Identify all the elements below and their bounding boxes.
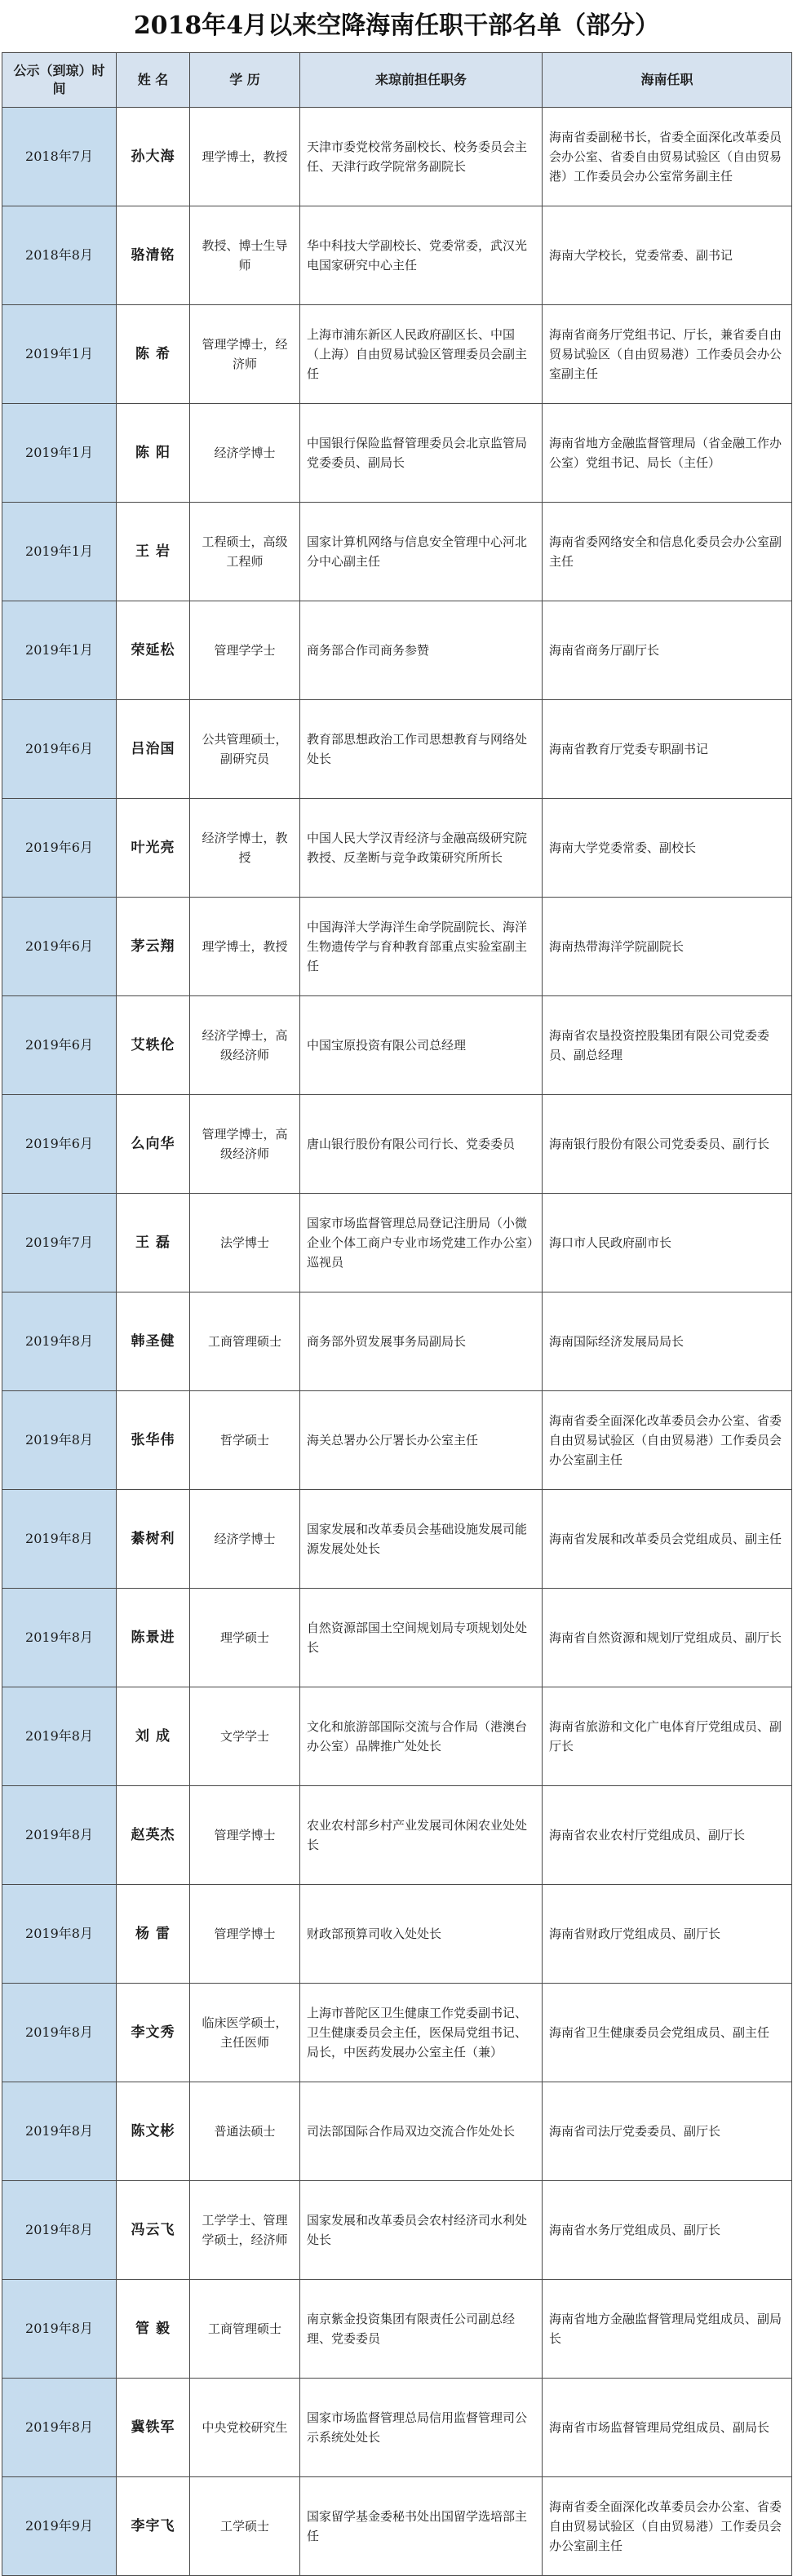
row-previous-post: 商务部合作司商务参赞	[300, 601, 543, 700]
row-date: 2019年9月	[2, 2477, 117, 2576]
row-previous-post: 中国海洋大学海洋生命学院副院长、海洋生物遗传学与育种教育部重点实验室副主任	[300, 898, 543, 996]
table-row	[2, 898, 792, 996]
row-date: 2019年8月	[2, 2181, 117, 2280]
table-row	[2, 700, 792, 799]
row-education: 理学博士，教授	[190, 108, 300, 206]
row-date: 2019年8月	[2, 1589, 117, 1687]
row-date: 2019年8月	[2, 1687, 117, 1786]
row-education: 工商管理硕士	[190, 1292, 300, 1391]
row-previous-post: 中国宝原投资有限公司总经理	[300, 996, 543, 1095]
table-row	[2, 2477, 792, 2576]
header-date: 公示（到琼）时 间	[2, 53, 117, 108]
table-row	[2, 305, 792, 404]
row-hainan-post: 海南省委全面深化改革委员会办公室、省委自由贸易试验区（自由贸易港）工作委员会办公室副主任	[543, 1391, 792, 1490]
row-education: 理学博士，教授	[190, 898, 300, 996]
row-hainan-post: 海南大学校长，党委常委、副书记	[543, 206, 792, 305]
row-name: 李宇飞	[117, 2477, 190, 2576]
row-date: 2018年7月	[2, 108, 117, 206]
row-name: 陈文彬	[117, 2082, 190, 2181]
table-row	[2, 1885, 792, 1984]
header-name: 姓 名	[117, 53, 190, 108]
row-date: 2019年1月	[2, 601, 117, 700]
row-name: 冀铁军	[117, 2379, 190, 2477]
row-date: 2019年8月	[2, 2379, 117, 2477]
header-previous-post: 来琼前担任职务	[300, 53, 543, 108]
row-education: 工学学士、管理学硕士，经济师	[190, 2181, 300, 2280]
row-education: 管理学博士，高级经济师	[190, 1095, 300, 1194]
table-row	[2, 404, 792, 503]
row-education: 工商管理硕士	[190, 2280, 300, 2379]
row-name: 冯云飞	[117, 2181, 190, 2280]
row-education: 工程硕士，高级工程师	[190, 503, 300, 601]
table-row	[2, 2280, 792, 2379]
row-date: 2019年6月	[2, 996, 117, 1095]
row-hainan-post: 海南省商务厅党组书记、厅长，兼省委自由贸易试验区（自由贸易港）工作委员会办公室副主任	[543, 305, 792, 404]
table-row	[2, 601, 792, 700]
row-hainan-post: 海南省市场监督管理局党组成员、副局长	[543, 2379, 792, 2477]
row-date: 2019年1月	[2, 503, 117, 601]
row-previous-post: 教育部思想政治工作司思想教育与网络处处长	[300, 700, 543, 799]
row-education: 经济学博士	[190, 404, 300, 503]
table-row	[2, 2082, 792, 2181]
table-row	[2, 1292, 792, 1391]
row-hainan-post: 海南省教育厅党委专职副书记	[543, 700, 792, 799]
row-hainan-post: 海南省卫生健康委员会党组成员、副主任	[543, 1984, 792, 2082]
row-previous-post: 财政部预算司收入处处长	[300, 1885, 543, 1984]
row-date: 2019年6月	[2, 799, 117, 898]
row-name: 管 毅	[117, 2280, 190, 2379]
table-row	[2, 1490, 792, 1589]
header-hainan-post: 海南任职	[543, 53, 792, 108]
row-education: 中央党校研究生	[190, 2379, 300, 2477]
row-education: 管理学博士	[190, 1786, 300, 1885]
row-previous-post: 国家发展和改革委员会农村经济司水利处处长	[300, 2181, 543, 2280]
row-previous-post: 唐山银行股份有限公司行长、党委委员	[300, 1095, 543, 1194]
row-education: 管理学博士	[190, 1885, 300, 1984]
row-education: 教授、博士生导师	[190, 206, 300, 305]
row-date: 2018年8月	[2, 206, 117, 305]
row-date: 2019年6月	[2, 1095, 117, 1194]
row-name: 刘 成	[117, 1687, 190, 1786]
row-date: 2019年1月	[2, 305, 117, 404]
document-title: 2018年4月以来空降海南任职干部名单（部分）	[133, 11, 660, 40]
row-previous-post: 农业农村部乡村产业发展司休闲农业处处长	[300, 1786, 543, 1885]
table-row	[2, 1786, 792, 1885]
table-row	[2, 799, 792, 898]
row-date: 2019年8月	[2, 2082, 117, 2181]
row-name: 艾轶伦	[117, 996, 190, 1095]
table-row	[2, 503, 792, 601]
row-education: 经济学博士	[190, 1490, 300, 1589]
row-previous-post: 国家发展和改革委员会基础设施发展司能源发展处处长	[300, 1490, 543, 1589]
row-hainan-post: 海南省财政厅党组成员、副厅长	[543, 1885, 792, 1984]
row-previous-post: 司法部国际合作局双边交流合作处处长	[300, 2082, 543, 2181]
row-education: 文学学士	[190, 1687, 300, 1786]
row-hainan-post: 海南省委副秘书长，省委全面深化改革委员会办公室、省委自由贸易试验区（自由贸易港）工作委员会办公室常务副主任	[543, 108, 792, 206]
row-name: 王 磊	[117, 1194, 190, 1292]
table-header-row	[2, 53, 792, 108]
row-name: 骆清铭	[117, 206, 190, 305]
row-previous-post: 天津市委党校常务副校长、校务委员会主任、天津行政学院常务副院长	[300, 108, 543, 206]
row-previous-post: 文化和旅游部国际交流与合作局（港澳台办公室）品牌推广处处长	[300, 1687, 543, 1786]
row-hainan-post: 海南省地方金融监督管理局（省金融工作办公室）党组书记、局长（主任）	[543, 404, 792, 503]
row-date: 2019年8月	[2, 1786, 117, 1885]
row-hainan-post: 海南省水务厅党组成员、副厅长	[543, 2181, 792, 2280]
row-education: 工学硕士	[190, 2477, 300, 2576]
row-date: 2019年1月	[2, 404, 117, 503]
row-education: 经济学博士，高级经济师	[190, 996, 300, 1095]
row-date: 2019年8月	[2, 1391, 117, 1490]
row-hainan-post: 海南省司法厅党委委员、副厅长	[543, 2082, 792, 2181]
table-row	[2, 1095, 792, 1194]
row-education: 哲学硕士	[190, 1391, 300, 1490]
row-name: 陈 希	[117, 305, 190, 404]
row-education: 临床医学硕士，主任医师	[190, 1984, 300, 2082]
row-name: 陈 阳	[117, 404, 190, 503]
row-name: 杨 雷	[117, 1885, 190, 1984]
row-date: 2019年8月	[2, 2280, 117, 2379]
row-education: 管理学博士，经济师	[190, 305, 300, 404]
row-education: 管理学学士	[190, 601, 300, 700]
row-previous-post: 南京紫金投资集团有限责任公司副总经理、党委委员	[300, 2280, 543, 2379]
row-previous-post: 中国银行保险监督管理委员会北京监管局党委委员、副局长	[300, 404, 543, 503]
table-row	[2, 1391, 792, 1490]
row-date: 2019年8月	[2, 1490, 117, 1589]
header-education: 学 历	[190, 53, 300, 108]
table-row	[2, 1687, 792, 1786]
table-row	[2, 1984, 792, 2082]
row-education: 普通法硕士	[190, 2082, 300, 2181]
row-hainan-post: 海南省旅游和文化广电体育厅党组成员、副厅长	[543, 1687, 792, 1786]
row-name: 陈景进	[117, 1589, 190, 1687]
row-previous-post: 上海市普陀区卫生健康工作党委副书记、卫生健康委员会主任，医保局党组书记、局长，中医药发展办公室主任（兼）	[300, 1984, 543, 2082]
row-hainan-post: 海南大学党委常委、副校长	[543, 799, 792, 898]
row-hainan-post: 海南省发展和改革委员会党组成员、副主任	[543, 1490, 792, 1589]
row-previous-post: 国家市场监督管理总局信用监督管理司公示系统处处长	[300, 2379, 543, 2477]
row-name: 荣延松	[117, 601, 190, 700]
row-name: 吕治国	[117, 700, 190, 799]
table-row	[2, 2379, 792, 2477]
table-row	[2, 206, 792, 305]
row-name: 王 岩	[117, 503, 190, 601]
table-row	[2, 2181, 792, 2280]
row-previous-post: 海关总署办公厅署长办公室主任	[300, 1391, 543, 1490]
row-date: 2019年6月	[2, 898, 117, 996]
row-hainan-post: 海南省委全面深化改革委员会办公室、省委自由贸易试验区（自由贸易港）工作委员会办公室副主任	[543, 2477, 792, 2576]
row-previous-post: 中国人民大学汉青经济与金融高级研究院教授、反垄断与竞争政策研究所所长	[300, 799, 543, 898]
row-previous-post: 商务部外贸发展事务局副局长	[300, 1292, 543, 1391]
row-education: 理学硕士	[190, 1589, 300, 1687]
row-name: 么向华	[117, 1095, 190, 1194]
row-name: 綦树利	[117, 1490, 190, 1589]
row-hainan-post: 海南国际经济发展局局长	[543, 1292, 792, 1391]
row-hainan-post: 海南银行股份有限公司党委委员、副行长	[543, 1095, 792, 1194]
row-date: 2019年8月	[2, 1984, 117, 2082]
row-previous-post: 自然资源部国土空间规划局专项规划处处长	[300, 1589, 543, 1687]
row-name: 叶光亮	[117, 799, 190, 898]
row-hainan-post: 海南热带海洋学院副院长	[543, 898, 792, 996]
row-hainan-post: 海口市人民政府副市长	[543, 1194, 792, 1292]
row-name: 张华伟	[117, 1391, 190, 1490]
row-previous-post: 华中科技大学副校长、党委常委，武汉光电国家研究中心主任	[300, 206, 543, 305]
row-name: 赵英杰	[117, 1786, 190, 1885]
row-date: 2019年6月	[2, 700, 117, 799]
row-name: 李文秀	[117, 1984, 190, 2082]
row-hainan-post: 海南省商务厅副厅长	[543, 601, 792, 700]
row-previous-post: 国家留学基金委秘书处出国留学选培部主任	[300, 2477, 543, 2576]
table-row	[2, 108, 792, 206]
row-previous-post: 国家计算机网络与信息安全管理中心河北分中心副主任	[300, 503, 543, 601]
row-hainan-post: 海南省农垦投资控股集团有限公司党委委员、副总经理	[543, 996, 792, 1095]
row-date: 2019年8月	[2, 1292, 117, 1391]
cadre-table	[2, 52, 792, 2576]
row-date: 2019年8月	[2, 1885, 117, 1984]
row-hainan-post: 海南省地方金融监督管理局党组成员、副局长	[543, 2280, 792, 2379]
row-previous-post: 上海市浦东新区人民政府副区长、中国（上海）自由贸易试验区管理委员会副主任	[300, 305, 543, 404]
row-education: 公共管理硕士，副研究员	[190, 700, 300, 799]
row-hainan-post: 海南省农业农村厅党组成员、副厅长	[543, 1786, 792, 1885]
row-name: 茅云翔	[117, 898, 190, 996]
row-name: 孙大海	[117, 108, 190, 206]
row-hainan-post: 海南省自然资源和规划厅党组成员、副厅长	[543, 1589, 792, 1687]
row-previous-post: 国家市场监督管理总局登记注册局（小微企业个体工商户专业市场党建工作办公室）巡视员	[300, 1194, 543, 1292]
table-body	[2, 108, 792, 2576]
row-education: 经济学博士，教授	[190, 799, 300, 898]
table-row	[2, 996, 792, 1095]
row-date: 2019年7月	[2, 1194, 117, 1292]
row-education: 法学博士	[190, 1194, 300, 1292]
table-row	[2, 1589, 792, 1687]
row-hainan-post: 海南省委网络安全和信息化委员会办公室副主任	[543, 503, 792, 601]
row-name: 韩圣健	[117, 1292, 190, 1391]
table-row	[2, 1194, 792, 1292]
